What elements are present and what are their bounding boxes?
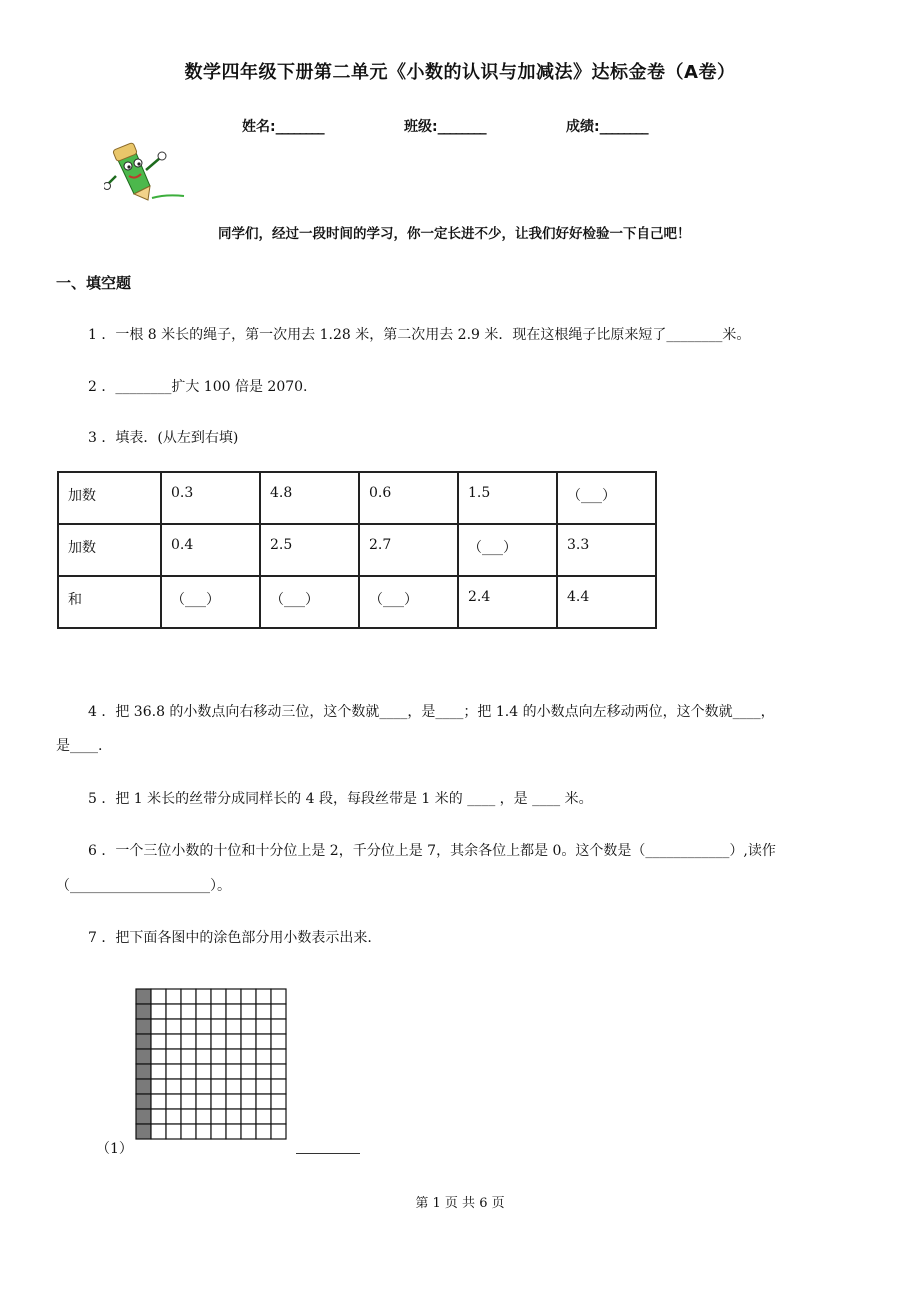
question-2: 2 ．________扩大 100 倍是 2070. <box>88 379 308 395</box>
grid-cell <box>226 989 241 1004</box>
name-field <box>242 116 324 136</box>
table-cell: 2.7 <box>359 524 458 576</box>
table-row <box>58 524 656 576</box>
grid-cell <box>211 1124 226 1139</box>
grid-cell <box>181 1049 196 1064</box>
table-cell-blank[interactable]: （___） <box>557 472 656 524</box>
grid-cell <box>226 1109 241 1124</box>
table-cell: 2.4 <box>458 576 557 628</box>
table-cell: 1.5 <box>458 472 557 524</box>
grid-cell <box>241 1049 256 1064</box>
grid-cell-shaded <box>136 1004 151 1019</box>
grid-cell <box>226 1124 241 1139</box>
table-cell: 3.3 <box>557 524 656 576</box>
grid-cell <box>196 1079 211 1094</box>
table-cell: 加数 <box>58 472 161 524</box>
grid-cell <box>196 1049 211 1064</box>
grid-cell <box>271 1094 286 1109</box>
grid-cell <box>181 1019 196 1034</box>
grid-cell <box>181 1064 196 1079</box>
figure-1-label: （1） <box>96 1141 133 1157</box>
hundred-grid-figure <box>134 987 288 1141</box>
grid-cell <box>181 1079 196 1094</box>
grid-cell <box>211 1004 226 1019</box>
grid-cell-shaded <box>136 1079 151 1094</box>
score-blank[interactable]: ________ <box>599 119 648 135</box>
grid-cell <box>211 989 226 1004</box>
grid-cell <box>271 1034 286 1049</box>
table-cell-blank[interactable]: （___） <box>260 576 359 628</box>
table-cell: 2.5 <box>260 524 359 576</box>
table-row <box>58 576 656 628</box>
grid-cell <box>271 1124 286 1139</box>
grid-cell <box>271 1019 286 1034</box>
grid-cell-shaded <box>136 989 151 1004</box>
table-cell: 加数 <box>58 524 161 576</box>
grid-cell <box>256 1109 271 1124</box>
grid-cell <box>166 989 181 1004</box>
grid-cell <box>151 1124 166 1139</box>
grid-cell <box>256 1034 271 1049</box>
grid-cell-shaded <box>136 1109 151 1124</box>
grid-cell-shaded <box>136 1064 151 1079</box>
table-cell: 4.8 <box>260 472 359 524</box>
grid-cell <box>271 1079 286 1094</box>
table-cell-blank[interactable]: （___） <box>458 524 557 576</box>
grid-cell <box>256 1019 271 1034</box>
grid-cell <box>211 1019 226 1034</box>
greeting-text: 同学们，经过一段时间的学习，你一定长进不少，让我们好好检验一下自己吧！ <box>218 226 691 242</box>
grid-cell <box>151 1034 166 1049</box>
grid-cell <box>211 1049 226 1064</box>
grid-cell <box>151 1049 166 1064</box>
name-label: 姓名: <box>242 119 276 135</box>
grid-cell <box>151 1004 166 1019</box>
grid-cell <box>256 1004 271 1019</box>
grid-cell <box>211 1109 226 1124</box>
question-5: 5 ．把 1 米长的丝带分成同样长的 4 段，每段丝带是 1 米的 ____ ，是 ____ 米。 <box>88 791 593 807</box>
grid-cell <box>196 989 211 1004</box>
grid-cell <box>151 1094 166 1109</box>
score-label: 成绩: <box>566 119 600 135</box>
grid-cell <box>166 1124 181 1139</box>
grid-cell <box>241 1034 256 1049</box>
grid-cell <box>166 1004 181 1019</box>
grid-cell <box>166 1079 181 1094</box>
grid-cell <box>211 1034 226 1049</box>
grid-cell <box>256 1124 271 1139</box>
grid-cell <box>241 1109 256 1124</box>
question-7: 7 ．把下面各图中的涂色部分用小数表示出来. <box>88 930 372 946</box>
grid-cell-shaded <box>136 1034 151 1049</box>
question-4: 4 ．把 36.8 的小数点向右移动三位，这个数就____，是____；把 1.4 的小数点向左移动两位，这个数就____， <box>88 704 775 720</box>
name-blank[interactable]: ________ <box>275 119 324 135</box>
grid-cell <box>226 1049 241 1064</box>
grid-cell <box>241 1079 256 1094</box>
grid-cell <box>226 1004 241 1019</box>
grid-cell <box>166 1064 181 1079</box>
question-1: 1 ．一根 8 米长的绳子，第一次用去 1.28 米，第二次用去 2.9 米．现在这根绳子比原来短了________米。 <box>88 327 751 343</box>
grid-cell <box>166 1094 181 1109</box>
grid-cell <box>256 1049 271 1064</box>
grid-cell <box>181 1004 196 1019</box>
grid-cell-shaded <box>136 1094 151 1109</box>
class-field <box>404 116 486 136</box>
grid-cell <box>196 1034 211 1049</box>
table-cell: 4.4 <box>557 576 656 628</box>
grid-cell <box>271 1004 286 1019</box>
page-title: 数学四年级下册第二单元《小数的认识与加减法》达标金卷（A卷） <box>184 62 736 83</box>
grid-cell <box>226 1019 241 1034</box>
table-cell-blank[interactable]: （___） <box>161 576 260 628</box>
grid-cell <box>151 1109 166 1124</box>
grid-cell <box>166 1034 181 1049</box>
grid-cell-shaded <box>136 1124 151 1139</box>
grid-cell <box>256 1079 271 1094</box>
class-label: 班级: <box>404 119 438 135</box>
question-3: 3 ．填表．(从左到右填) <box>88 430 239 446</box>
grid-cell <box>211 1094 226 1109</box>
grid-cell <box>241 1094 256 1109</box>
grid-cell <box>211 1064 226 1079</box>
grid-cell <box>151 1019 166 1034</box>
grid-cell <box>256 989 271 1004</box>
grid-cell <box>196 1124 211 1139</box>
grid-cell <box>181 1034 196 1049</box>
grid-cell <box>196 1094 211 1109</box>
grid-cell <box>241 1004 256 1019</box>
grid-cell <box>181 1124 196 1139</box>
grid-cell <box>271 1064 286 1079</box>
grid-cell <box>151 1064 166 1079</box>
grid-cell <box>196 1109 211 1124</box>
grid-cell <box>271 989 286 1004</box>
grid-cell <box>196 1004 211 1019</box>
grid-cell <box>256 1064 271 1079</box>
grid-cell <box>256 1094 271 1109</box>
grid-cell <box>241 1019 256 1034</box>
grid-cell <box>151 989 166 1004</box>
table-cell: 0.4 <box>161 524 260 576</box>
table-row <box>58 472 656 524</box>
grid-cell <box>181 1094 196 1109</box>
grid-cell <box>271 1049 286 1064</box>
grid-cell <box>166 1049 181 1064</box>
grid-cell <box>196 1019 211 1034</box>
table-cell: 和 <box>58 576 161 628</box>
addition-table <box>57 471 657 629</box>
page-footer: 第 1 页 共 6 页 <box>415 1196 505 1211</box>
grid-cell <box>271 1109 286 1124</box>
grid-cell <box>211 1079 226 1094</box>
question-6-continued: （____________________）。 <box>56 878 231 894</box>
score-field <box>566 116 648 136</box>
table-cell: 0.3 <box>161 472 260 524</box>
question-4-continued: 是____. <box>56 738 103 754</box>
grid-cell <box>166 1019 181 1034</box>
table-cell-blank[interactable]: （___） <box>359 576 458 628</box>
grid-cell <box>226 1094 241 1109</box>
section-heading-fill-blank: 一、填空题 <box>56 274 132 292</box>
grid-cell-shaded <box>136 1019 151 1034</box>
class-blank[interactable]: ________ <box>437 119 486 135</box>
table-cell: 0.6 <box>359 472 458 524</box>
grid-cell <box>241 1124 256 1139</box>
grid-cell <box>241 1064 256 1079</box>
grid-cell <box>226 1064 241 1079</box>
grid-cell <box>196 1064 211 1079</box>
question-6: 6 ．一个三位小数的十位和十分位上是 2，千分位上是 7，其余各位上都是 0。这个数是（____________）,读作 <box>88 843 776 859</box>
grid-cell <box>226 1034 241 1049</box>
grid-cell-shaded <box>136 1049 151 1064</box>
grid-cell <box>181 1109 196 1124</box>
figure-1-answer-blank[interactable] <box>296 1153 360 1154</box>
grid-cell <box>166 1109 181 1124</box>
grid-cell <box>181 989 196 1004</box>
pencil-mascot-icon <box>104 142 188 206</box>
grid-cell <box>151 1079 166 1094</box>
grid-cell <box>226 1079 241 1094</box>
grid-cell <box>241 989 256 1004</box>
